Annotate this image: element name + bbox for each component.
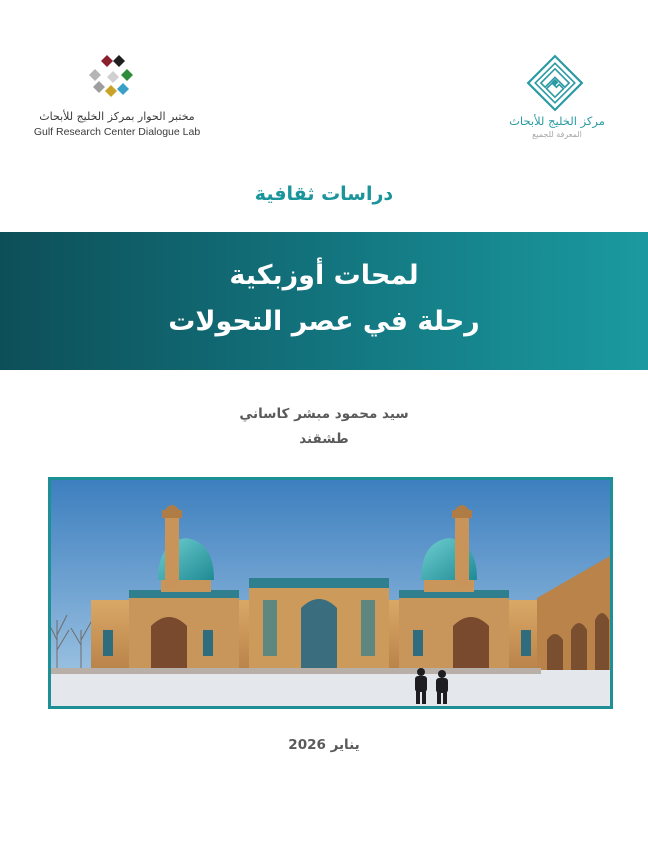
author-name: سيد محمود مبشر كاساني [239, 406, 409, 422]
cover-photo [48, 477, 613, 709]
publication-date: يناير 2026 [288, 737, 360, 753]
dialogue-lab-logo [22, 52, 212, 142]
grc-name-ar: مركز الخليج للأبحاث [509, 114, 605, 128]
title-banner [0, 232, 648, 370]
title-line-1: لمحات أوزبكية [229, 260, 419, 291]
dialogue-lab-name-ar: مختبر الحوار بمركز الخليج للأبحاث [39, 110, 195, 123]
gulf-research-center-logo [482, 52, 632, 142]
category-label: دراسات ثقافية [254, 183, 394, 205]
grc-tagline-ar: المعرفة للجميع [532, 130, 582, 139]
dialogue-lab-name-en: Gulf Research Center Dialogue Lab [33, 126, 201, 138]
author-location: طشقند [299, 431, 349, 447]
title-line-2: رحلة في عصر التحولات [168, 306, 480, 337]
mosque-photo-illustration [51, 480, 610, 706]
grc-kufic-emblem-icon [526, 54, 584, 112]
dialogue-lab-emblem-icon [86, 52, 140, 102]
